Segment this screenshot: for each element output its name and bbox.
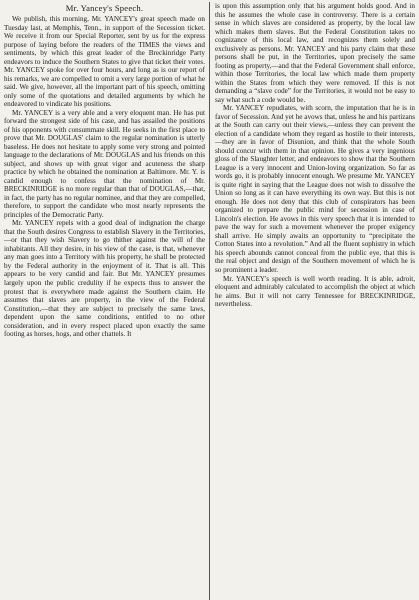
article-title: Mr. Yancey's Speech. [65,3,144,13]
paragraph: is upon this assumption only that his argument holds good. And in this he assumes the whole case in controversy. There is a certain sense in which slaves are considered as property, by the local law which makes them slaves. But the Federal Constitution takes no cognizance of this local law, and recognizes them solely and exclusively as persons. Mr. YANCEY and his party claim that these persons shall be put, in the Territories, upon precisely the same footing as property,—and that the Federal Government shall enforce, within those Territories, the local law which made them property within the States from which they were removed. If this is not demanding a “slave code” for the Territories, it would not be easy to say what such a code would be. [215,2,415,104]
right-column [211,2,415,600]
paragraph: Mr. YANCEY repels with a good deal of indignation the charge that the South desires Congress to establish Slavery in the Territories,—or that they wish Slavery to go thither against the will of the inhabitants. All they desire, in his view of the case, is that, whenever any man goes into a Territory with his property, he shall be protected by the Federal authority in the enjoyment of it. That is all. This appears to be very candid and fair. But Mr. YANCEY presumes largely upon the public credulity if he expects thus to answer the protest that is everywhere made against the Southern claim. He assumes that slaves are property, in the view of the Federal Constitution,—that they are subject to precisely the same laws, dependent upon the same conditions, entitled to no other consideration, and in every respect placed upon exactly the same footing as horses, hogs, and other chattels. It [4,219,205,339]
paragraph: Mr. YANCEY repudiates, with scorn, the imputation that he is in favor of Secession. And yet he avows that, unless he and his partizans at the South can carry out their views,—unless they can prevent the election of a candidate whom they regard as hostile to their interests,—they are in favor of Disunion, and think that the whole South should concur with them in that opinion. He gives a very ingenious gloss of the Slaughter letter, and endeavors to show that the Southern League is a very innocent and Union-loving organization. So far as words go, it is probably innocent enough. We presume Mr. YANCEY is quite right in saying that the League does not wish to dissolve the Union so long as it can have everything its own way. But this is not enough. He does not deny that this club of conspirators has been organized to prepare the public mind for secession in case of Lincoln's election. He avows in this very speech that it is intended to pave the way for such a movement whenever the proper exigency shall arrive. He simply awaits an opportunity to “precipitate the Cotton States into a revolution.” And all the fluent sophistry in which his speech abounds cannot conceal from the public eye, that this is the real object and design of the Southern movement of which he is so prominent a leader. [215,104,415,274]
left-column [4,2,208,600]
column-divider [209,2,210,600]
paragraph: We publish, this morning, Mr. YANCEY's great speech made on Tuesday last, at Memphis, Tenn., in support of the Secession ticket. We receive it from our Special Reporter, sent by us for the express purpose of laying before the readers of the TIMES the views and sentiments, by which this great leader of the Breckinridge Party endeavors to induce the Southern States to give that ticket their votes. Mr. YANCEY spoke for over four hours, and long as is our report of his remarks, we are compelled to omit a very large portion of what he said. We give, however, all the important part of his speech, omitting only some of the quotations and detailed arguments by which he endeavored to vindicate his positions. [4,15,205,109]
paragraph: Mr. YANCEY is a very able and a very eloquent man. He has put forward the strongest side of his case, and has assailed the positions of his opponents with consummate skill. He seeks in the first place to prove that Mr. DOUGLAS' claim to the regular nomination is utterly baseless. He does not hesitate to apply some very strong and pointed language to the declarations of Mr. DOUGLAS and his friends on this subject, and shows up with great vigor and acuteness the sharp practice by which he obtained the nomination at Baltimore. Mr. Y. is candid enough to confess that the nomination of Mr. BRECKINRIDGE is no more regular than that of DOUGLAS,—that, in fact, the party has no regular nominee, and that they are compelled, therefore, to support the candidate who most nearly represents the principles of the Democratic Party. [4,108,205,219]
paragraph: Mr. YANCEY's speech is well worth reading. It is able, adroit, eloquent and admirably calculated to accomplish the object at which he aims. But it will not carry Tennessee for BRECKINRIDGE, nevertheless. [215,274,415,309]
